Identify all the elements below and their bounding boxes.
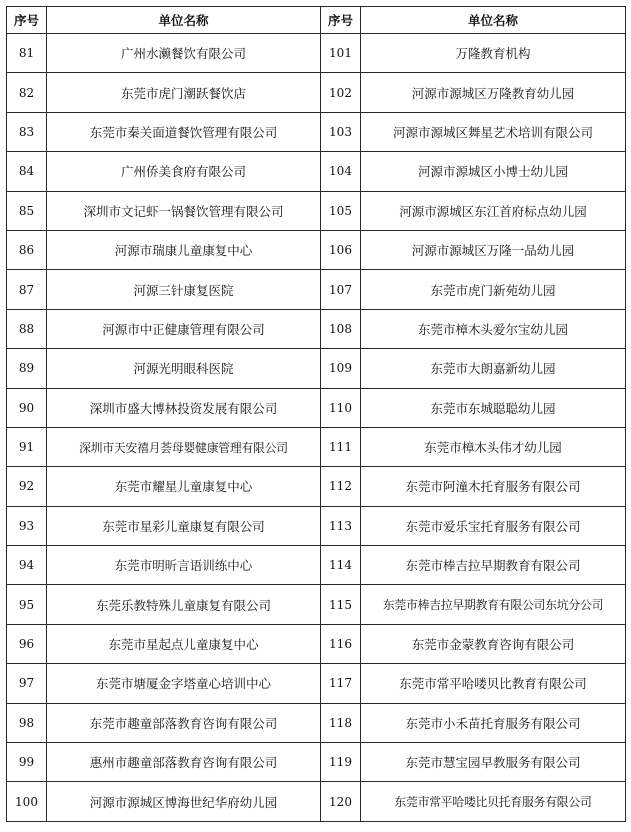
serial-cell-right: 113	[321, 506, 361, 545]
unit-name-cell-right: 东莞市常平哈喽比贝托育服务有限公司	[361, 782, 626, 821]
unit-name-cell-left: 深圳市天安禧月荟母婴健康管理有限公司	[47, 427, 321, 466]
serial-cell-right: 112	[321, 467, 361, 506]
unit-name-cell-left: 广州侨美食府有限公司	[47, 152, 321, 191]
unit-name-cell-right: 东莞市阿潼木托育服务有限公司	[361, 467, 626, 506]
serial-cell-left: 93	[7, 506, 47, 545]
serial-cell-right: 102	[321, 73, 361, 112]
unit-name-cell-right: 东莞市慧宝园早教服务有限公司	[361, 743, 626, 782]
unit-name-cell-right: 河源市源城区小博士幼儿园	[361, 152, 626, 191]
table-row	[7, 191, 626, 230]
unit-name-cell-left: 深圳市盛大博林投资发展有限公司	[47, 388, 321, 427]
unit-name-cell-right: 东莞市金蒙教育咨询有限公司	[361, 624, 626, 663]
unit-name-cell-right: 东莞市棒吉拉早期教育有限公司	[361, 546, 626, 585]
unit-name-cell-right: 东莞市樟木头爱尔宝幼儿园	[361, 309, 626, 348]
serial-cell-right: 115	[321, 585, 361, 624]
serial-cell-left: 81	[7, 34, 47, 73]
serial-cell-left: 85	[7, 191, 47, 230]
table-row	[7, 782, 626, 821]
serial-cell-left: 96	[7, 624, 47, 663]
table-row	[7, 506, 626, 545]
registry-sheet	[6, 6, 625, 822]
serial-cell-right: 104	[321, 152, 361, 191]
unit-name-cell-left: 东莞乐教特殊儿童康复有限公司	[47, 585, 321, 624]
unit-name-cell-right: 河源市源城区东江首府标点幼儿园	[361, 191, 626, 230]
unit-name-cell-right: 东莞市东城聪聪幼儿园	[361, 388, 626, 427]
unit-name-cell-left: 东莞市星彩儿童康复有限公司	[47, 506, 321, 545]
unit-name-cell-right: 河源市源城区舞星艺术培训有限公司	[361, 112, 626, 151]
unit-name-cell-left: 河源光明眼科医院	[47, 349, 321, 388]
unit-name-cell-right: 河源市源城区万隆教育幼儿园	[361, 73, 626, 112]
serial-cell-left: 88	[7, 309, 47, 348]
serial-cell-left: 87	[7, 270, 47, 309]
header-row	[7, 7, 626, 34]
unit-name-cell-left: 深圳市文记虾一锅餐饮管理有限公司	[47, 191, 321, 230]
table-row	[7, 152, 626, 191]
serial-cell-left: 94	[7, 546, 47, 585]
serial-cell-left: 90	[7, 388, 47, 427]
serial-cell-left: 89	[7, 349, 47, 388]
unit-name-cell-left: 东莞市虎门潮跃餐饮店	[47, 73, 321, 112]
unit-name-cell-left: 东莞市耀星儿童康复中心	[47, 467, 321, 506]
header-serial-right: 序号	[321, 7, 361, 34]
table-row	[7, 349, 626, 388]
serial-cell-left: 84	[7, 152, 47, 191]
unit-name-cell-left: 河源市源城区博海世纪华府幼儿园	[47, 782, 321, 821]
serial-cell-right: 105	[321, 191, 361, 230]
serial-cell-left: 86	[7, 230, 47, 269]
table-row	[7, 112, 626, 151]
table-row	[7, 230, 626, 269]
unit-name-cell-left: 河源市瑞康儿童康复中心	[47, 230, 321, 269]
table-row	[7, 34, 626, 73]
table-row	[7, 624, 626, 663]
header-unit-name-right: 单位名称	[361, 7, 626, 34]
unit-name-cell-right: 东莞市爱乐宝托育服务有限公司	[361, 506, 626, 545]
unit-name-cell-left: 惠州市趣童部落教育咨询有限公司	[47, 743, 321, 782]
unit-name-cell-left: 东莞市塘厦金字塔童心培训中心	[47, 664, 321, 703]
serial-cell-left: 100	[7, 782, 47, 821]
table-row	[7, 546, 626, 585]
serial-cell-right: 106	[321, 230, 361, 269]
table-row	[7, 743, 626, 782]
unit-name-cell-right: 东莞市小禾苗托育服务有限公司	[361, 703, 626, 742]
unit-name-cell-right: 万隆教育机构	[361, 34, 626, 73]
serial-cell-left: 83	[7, 112, 47, 151]
serial-cell-right: 120	[321, 782, 361, 821]
serial-cell-left: 82	[7, 73, 47, 112]
serial-cell-left: 92	[7, 467, 47, 506]
serial-cell-right: 118	[321, 703, 361, 742]
unit-name-cell-right: 东莞市樟木头伟才幼儿园	[361, 427, 626, 466]
serial-cell-right: 111	[321, 427, 361, 466]
unit-name-cell-left: 河源三针康复医院	[47, 270, 321, 309]
table-row	[7, 585, 626, 624]
serial-cell-right: 108	[321, 309, 361, 348]
table-header	[7, 7, 626, 34]
organization-table	[6, 6, 626, 822]
unit-name-cell-left: 东莞市明昕言语训练中心	[47, 546, 321, 585]
serial-cell-left: 99	[7, 743, 47, 782]
serial-cell-left: 98	[7, 703, 47, 742]
table-row	[7, 73, 626, 112]
unit-name-cell-left: 东莞市星起点儿童康复中心	[47, 624, 321, 663]
serial-cell-right: 119	[321, 743, 361, 782]
header-serial-left: 序号	[7, 7, 47, 34]
table-row	[7, 309, 626, 348]
serial-cell-right: 103	[321, 112, 361, 151]
unit-name-cell-right: 河源市源城区万隆一品幼儿园	[361, 230, 626, 269]
table-row	[7, 388, 626, 427]
unit-name-cell-right: 东莞市棒吉拉早期教育有限公司东坑分公司	[361, 585, 626, 624]
unit-name-cell-left: 河源市中正健康管理有限公司	[47, 309, 321, 348]
serial-cell-right: 114	[321, 546, 361, 585]
serial-cell-right: 110	[321, 388, 361, 427]
table-row	[7, 427, 626, 466]
serial-cell-right: 116	[321, 624, 361, 663]
header-unit-name-left: 单位名称	[47, 7, 321, 34]
table-row	[7, 703, 626, 742]
unit-name-cell-left: 东莞市趣童部落教育咨询有限公司	[47, 703, 321, 742]
serial-cell-right: 101	[321, 34, 361, 73]
unit-name-cell-left: 广州水濑餐饮有限公司	[47, 34, 321, 73]
unit-name-cell-right: 东莞市常平哈喽贝比教育有限公司	[361, 664, 626, 703]
unit-name-cell-right: 东莞市大朗嘉新幼儿园	[361, 349, 626, 388]
unit-name-cell-left: 东莞市秦关面道餐饮管理有限公司	[47, 112, 321, 151]
serial-cell-left: 97	[7, 664, 47, 703]
serial-cell-left: 95	[7, 585, 47, 624]
serial-cell-left: 91	[7, 427, 47, 466]
unit-name-cell-right: 东莞市虎门新苑幼儿园	[361, 270, 626, 309]
table-row	[7, 270, 626, 309]
table-row	[7, 664, 626, 703]
serial-cell-right: 109	[321, 349, 361, 388]
serial-cell-right: 117	[321, 664, 361, 703]
table-row	[7, 467, 626, 506]
serial-cell-right: 107	[321, 270, 361, 309]
table-body	[7, 34, 626, 822]
